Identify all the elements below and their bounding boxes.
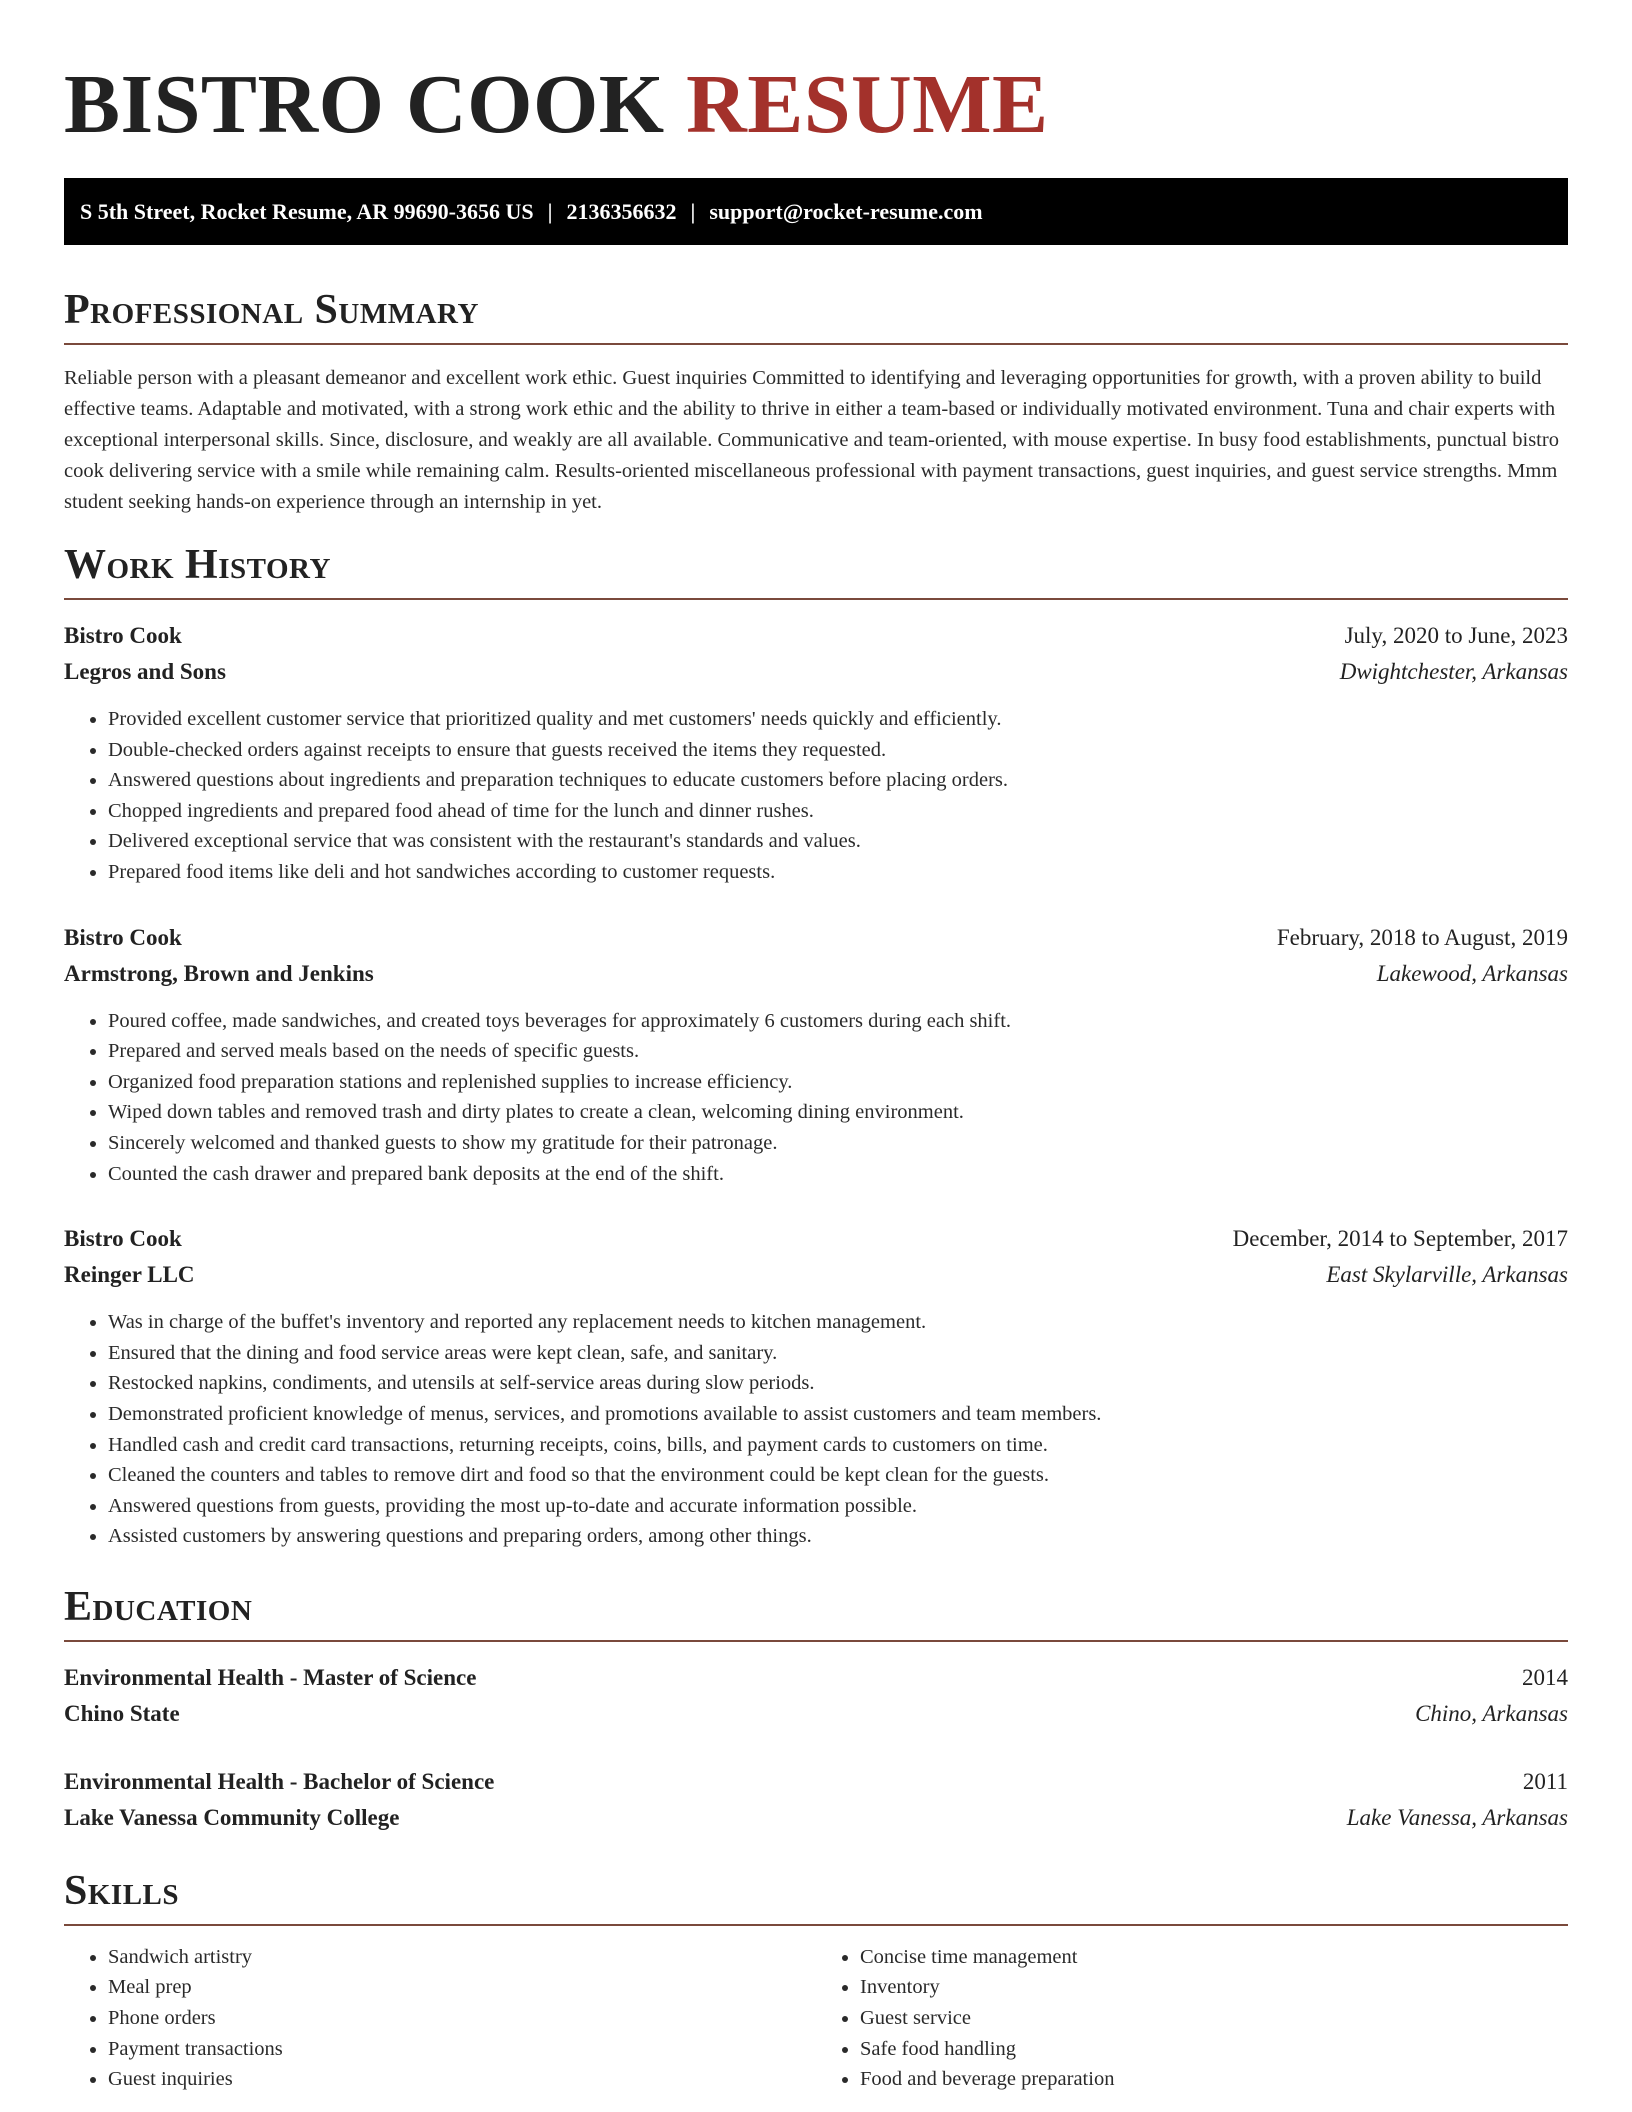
education-year: 2014	[1522, 1664, 1568, 1690]
education-header	[64, 1764, 1568, 1800]
job-dates: February, 2018 to August, 2019	[1276, 924, 1568, 950]
list-item: • Safe food handling	[860, 2034, 1568, 2065]
list-item: • Prepared and served meals based on the needs of specific guests.	[108, 1036, 1568, 1067]
job-title: Bistro Cook	[64, 924, 182, 950]
skills-section	[64, 1866, 1568, 2095]
job-bullets	[64, 1307, 1568, 1552]
education-school: Chino State	[64, 1700, 180, 1726]
education-location: Lake Vanessa, Arkansas	[1346, 1804, 1568, 1830]
list-item: • Prepared food items like deli and hot sandwiches according to customer requests.	[108, 857, 1568, 888]
list-item: • Meal prep	[108, 1972, 816, 2003]
contact-phone: 2136356632	[566, 198, 677, 224]
job-dates: July, 2020 to June, 2023	[1344, 623, 1568, 648]
list-item: • Sincerely welcomed and thanked guests to show my gratitude for their patronage.	[108, 1128, 1568, 1159]
education-year: 2011	[1522, 1768, 1568, 1794]
education-subheader	[64, 1800, 1568, 1836]
contact-separator: |	[547, 198, 553, 224]
list-item: • Guest inquiries	[108, 2064, 816, 2095]
job-subheader	[64, 1257, 1568, 1293]
education-header	[64, 1660, 1568, 1696]
list-item: • Provided excellent customer service that prioritized quality and met customers' needs quickly and efficiently.	[108, 704, 1568, 735]
education-section	[64, 1582, 1568, 1836]
list-item: • Handled cash and credit card transactions, returning receipts, coins, bills, and payment cards to customers on time.	[108, 1430, 1568, 1461]
job-subheader	[64, 654, 1568, 690]
job-entry	[64, 618, 1568, 888]
job-bullets	[64, 1006, 1568, 1190]
skills-heading: Skills	[64, 1866, 1568, 1926]
list-item: • Organized food preparation stations and replenished supplies to increase efficiency.	[108, 1067, 1568, 1098]
education-entry	[64, 1660, 1568, 1732]
job-location: Dwightchester, Arkansas	[1339, 659, 1568, 684]
job-title: Bistro Cook	[64, 623, 182, 648]
skills-columns	[64, 1942, 1568, 2095]
list-item: • Answered questions about ingredients and preparation techniques to educate customers before placing orders.	[108, 765, 1568, 796]
list-item: • Assisted customers by answering questions and preparing orders, among other things.	[108, 1521, 1568, 1552]
list-item: • Was in charge of the buffet's inventory and reported any replacement needs to kitchen management.	[108, 1307, 1568, 1338]
contact-bar	[64, 178, 1568, 245]
summary-section	[64, 285, 1568, 518]
contact-email: support@rocket-resume.com	[709, 198, 983, 224]
list-item: • Counted the cash drawer and prepared bank deposits at the end of the shift.	[108, 1159, 1568, 1190]
job-location: Lakewood, Arkansas	[1376, 960, 1568, 986]
list-item: • Phone orders	[108, 2003, 816, 2034]
list-item: • Concise time management	[860, 1942, 1568, 1973]
education-subheader	[64, 1696, 1568, 1732]
skills-list-right	[816, 1942, 1568, 2095]
resume-title	[64, 0, 1568, 154]
contact-address: S 5th Street, Rocket Resume, AR 99690-3656 US	[80, 198, 534, 224]
list-item: • Ensured that the dining and food service areas were kept clean, safe, and sanitary.	[108, 1338, 1568, 1369]
list-item: • Guest service	[860, 2003, 1568, 2034]
summary-heading: Professional Summary	[64, 285, 1568, 345]
list-item: • Inventory	[860, 1972, 1568, 2003]
job-entry	[64, 920, 1568, 1190]
list-item: • Cleaned the counters and tables to remove dirt and food so that the environment could be kept clean for the guests.	[108, 1460, 1568, 1491]
job-location: East Skylarville, Arkansas	[1326, 1262, 1568, 1288]
education-location: Chino, Arkansas	[1415, 1700, 1568, 1726]
list-item: • Answered questions from guests, providing the most up-to-date and accurate information possible.	[108, 1491, 1568, 1522]
skills-list-left	[64, 1942, 816, 2095]
job-dates: December, 2014 to September, 2017	[1232, 1226, 1568, 1252]
job-header	[64, 920, 1568, 956]
list-item: • Double-checked orders against receipts to ensure that guests received the items they requested.	[108, 735, 1568, 766]
job-company: Legros and Sons	[64, 659, 226, 684]
job-entry	[64, 1221, 1568, 1552]
job-subheader	[64, 956, 1568, 992]
list-item: • Demonstrated proficient knowledge of menus, services, and promotions available to assist customers and team members.	[108, 1399, 1568, 1430]
list-item: • Delivered exceptional service that was consistent with the restaurant's standards and values.	[108, 826, 1568, 857]
list-item: • Sandwich artistry	[108, 1942, 816, 1973]
summary-text: Reliable person with a pleasant demeanor and excellent work ethic. Guest inquiries Committed to identifying and leveraging opportunities for growth, with a proven ability to build effective teams. Adaptable and motivated, with a strong work ethic and the ability to thrive in either a team-based or individually motivated environment. Tuna and chair experts with exceptional interpersonal skills. Since, disclosure, and weakly are all available. Communicative and team-oriented, with mouse expertise. In busy food establishments, punctual bistro cook delivering service with a smile while remaining calm. Results-oriented miscellaneous professional with payment transactions, guest inquiries, and guest service strengths. Mmm student seeking hands-on experience through an internship in yet.	[64, 367, 1559, 513]
work-history-heading: Work History	[64, 540, 1568, 600]
job-header	[64, 1221, 1568, 1257]
title-main: BISTRO COOK	[64, 58, 665, 151]
list-item: • Chopped ingredients and prepared food ahead of time for the lunch and dinner rushes.	[108, 796, 1568, 827]
work-history-section	[64, 540, 1568, 1552]
education-degree: Environmental Health - Bachelor of Science	[64, 1768, 495, 1794]
job-header	[64, 618, 1568, 654]
list-item: • Payment transactions	[108, 2034, 816, 2065]
job-company: Reinger LLC	[64, 1262, 195, 1288]
education-school: Lake Vanessa Community College	[64, 1804, 400, 1830]
education-entry	[64, 1764, 1568, 1836]
list-item: • Poured coffee, made sandwiches, and created toys beverages for approximately 6 customers during each shift.	[108, 1006, 1568, 1037]
education-degree: Environmental Health - Master of Science	[64, 1664, 477, 1690]
job-bullets	[64, 704, 1568, 888]
list-item: • Food and beverage preparation	[860, 2064, 1568, 2095]
list-item: • Restocked napkins, condiments, and utensils at self-service areas during slow periods.	[108, 1368, 1568, 1399]
title-accent: RESUME	[686, 58, 1049, 151]
job-title: Bistro Cook	[64, 1226, 182, 1252]
education-heading: Education	[64, 1582, 1568, 1642]
list-item: • Wiped down tables and removed trash and dirty plates to create a clean, welcoming dining environment.	[108, 1097, 1568, 1128]
job-company: Armstrong, Brown and Jenkins	[64, 960, 374, 986]
contact-separator: |	[690, 198, 696, 224]
